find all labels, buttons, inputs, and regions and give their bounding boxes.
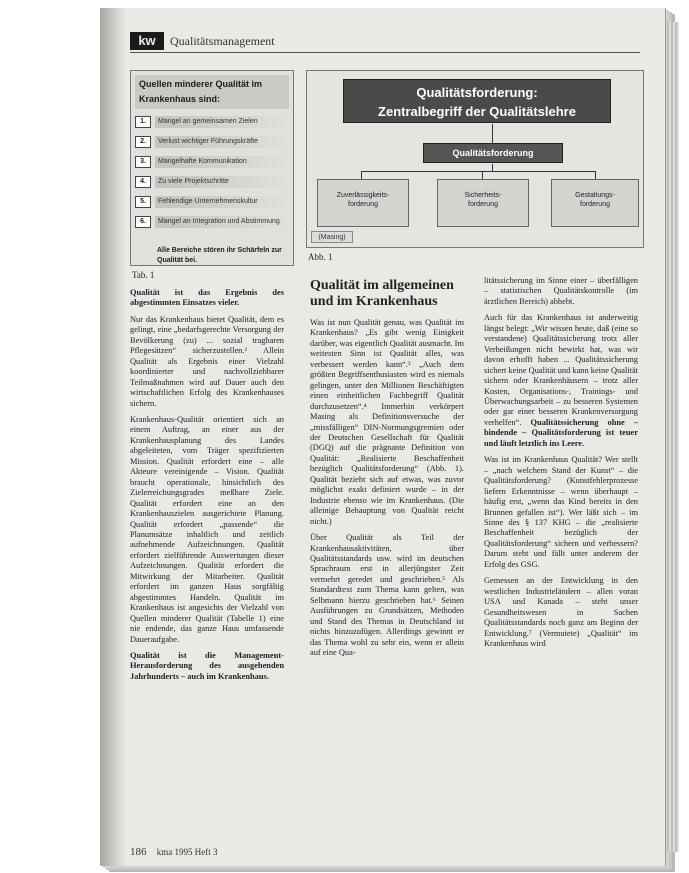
- paragraph: litätssicherung im Sinne einer – überfälligen – statistischen Qualitätskontrolle (im ärztlichen Bereich) abhebt.: [484, 276, 638, 306]
- card-line2: forderung: [580, 201, 610, 208]
- text-column-2: [310, 278, 464, 665]
- emphasis-paragraph: Qualität ist die Management-Herausforderung des ausgehenden Jahrhunderts – auch im Krankenhaus.: [130, 650, 284, 681]
- diagram-caption: Abb. 1: [308, 252, 333, 262]
- card-line1: Zuverlässigkeits-: [336, 192, 390, 199]
- item-text: Mangel an Integration und Abstimmung: [155, 216, 289, 228]
- paragraph: Über Qualität als Teil der Krankenhausaktivitäten, über Qualitätsstandards usw. wird im deutschen Sprachraum erst in allerjüngster Zeit vermehrt geredet und geschrieben.⁵ Als Standardtext zum Thema kann gelten, was Selbmann hierzu geschrieben hat.⁶ Seinen Ausführungen zu Grundsätzen, Methoden und Stand des Themas in Deutschland ist nichts hinzuzufügen. Allerdings gewinnt er das Thema wohl zu sehr ein, wenn er allein auf eine Qua-: [310, 533, 464, 658]
- item-text: Mangel an gemeinsamen Zielen: [155, 116, 289, 128]
- list-item: [135, 175, 289, 192]
- paragraph-text: Auch für das Krankenhaus ist anderweitig längst belegt: „Wir wissen heute, daß (eine so verstandene) Qualitätssicherung trotz aller Verheißungen nicht bewirkt hat, was wir davon erhofft haben ... Qualitätssicherung sichert keine Qualität und kann keine Qualität sichern oder Krankenhäusern – trotz aller Kosten, Organisations-, Trainings- und Überwachungsarbeit – zu besseren Systemen oder gar einer besseren Krankenversorgung verhelfen“.: [484, 313, 638, 427]
- paragraph: Was ist nun Qualität genau, was Qualität im Krankenhaus? „Es gibt wenig Einigkeit darüber, was eigentlich Qualität ausmacht. Im weitesten Sinn ist Qualität alles, was verbessert werden kann“.³ „Auch dem größten Begriffsenthusiasten wird es niemals gelingen, unter den Millionen Beschäftigten einen einheitlichen Fachbegriff Qualität durchzusetzen“.⁴ Immerhin verkörpert Masing als Definitionsversuche der „missfälligen“ DIN-Normungsgremien oder der Deutschen Gesellschaft für Qualität (DGQ) auf die prägnante Definition von Qualität: „Realisierte Beschaffenheit bezüglich Qualitätsforderung“ (Abb. 1). Qualität bezieht sich auf etwas, was zuvor möglichst exakt definiert wurde – in der Industrie ebenso wie im Krankenhaus. (Die alleinige Behauptung von Qualität reicht nicht.): [310, 318, 464, 526]
- diagram-card: [317, 179, 409, 227]
- table-quality-sources: [130, 70, 294, 266]
- binding-shadow: [100, 8, 126, 866]
- book-page: [100, 8, 666, 866]
- running-header: [130, 32, 640, 52]
- connector-line: [595, 171, 596, 179]
- item-text: Mangelhafte Kommunikation: [155, 156, 289, 168]
- list-item: [135, 195, 289, 212]
- connector-line: [482, 171, 483, 179]
- paragraph: Was ist im Krankenhaus Qualität? Wer stellt – „nach welchem Stand der Kunst“ – die Qualitätsforderung? (Kunstfehlerprozesse liefern Erkenntnisse – wenn überhaupt – häufig erst, „wenn das Kind bereits in den Brunnen gefallen ist“). Wer läßt sich – im Sinne des § 137 KHG – die „realisierte Beschaffenheit bezüglich der Qualitätsforderung“ sichern und verbessern? Darum steht und fällt unter anderem der Erfolg des GSG.: [484, 455, 638, 569]
- card-line2: forderung: [348, 201, 378, 208]
- item-number: 5.: [135, 196, 151, 208]
- diagram-title: [343, 79, 611, 123]
- diagram-card: [437, 179, 529, 227]
- paragraph: [484, 313, 638, 449]
- item-number: 3.: [135, 156, 151, 168]
- diagram-card: [551, 179, 639, 227]
- card-line2: forderung: [468, 201, 498, 208]
- item-number: 2.: [135, 136, 151, 148]
- item-number: 4.: [135, 176, 151, 188]
- connector-line: [492, 124, 493, 143]
- card-line1: Gestaltungs-: [575, 192, 615, 199]
- item-number: 6.: [135, 216, 151, 228]
- header-rule: [130, 52, 640, 53]
- list-item: [135, 115, 289, 132]
- section-title: Qualitätsmanagement: [170, 34, 275, 48]
- item-text: Verlust wichtiger Führungskräfte: [155, 136, 289, 148]
- diagram-subtitle: Qualitätsforderung: [423, 143, 563, 163]
- list-item: [135, 135, 289, 152]
- journal-logo: kw: [130, 32, 164, 50]
- table-caption: Tab. 1: [132, 270, 155, 280]
- text-column-3: [484, 276, 638, 655]
- diagram-title-line1: Qualitätsforderung:: [416, 85, 538, 100]
- article-heading: Qualität im allgemeinen und im Krankenhaus: [310, 278, 454, 309]
- diagram-title-line2: Zentralbegriff der Qualitätslehre: [378, 104, 576, 119]
- paragraph: Gemessen an der Entwicklung in den westlichen Industrieländern – allen voran USA und Kanada – steht unser Gesundheitswesen in Sachen Qualitätsstandards noch ganz am Beginn der Entwicklung.⁷ (Vermutete) „Qualität“ im Krankenhaus wird: [484, 576, 638, 648]
- page-stack-edge: [667, 22, 679, 852]
- page-number: 186: [130, 846, 147, 858]
- text-column-1: [130, 288, 284, 688]
- list-item: [135, 155, 289, 172]
- card-line1: Sicherheits-: [464, 192, 502, 199]
- item-text: Zu viele Projektschritte: [155, 176, 289, 188]
- emphasis-text: Qualitätssicherung ohne – bindende – Qualitätsforderung ist teuer und läuft letztlich ins Leere.: [484, 417, 638, 448]
- connector-line: [492, 164, 493, 171]
- item-number: 1.: [135, 116, 151, 128]
- page-footer: [130, 846, 218, 858]
- table-footer: Alle Bereiche stören ihr Schärfeln zur Qualität bei.: [157, 247, 282, 264]
- journal-reference: kma 1995 Heft 3: [156, 847, 218, 857]
- paragraph: Krankenhaus-Qualität orientiert sich an einem Auftrag, an einer aus der Krankenhausplanung des Landes abgeleiteten, vom Träger spezifizierten Mission. Qualität erfordert eine – alle Akteure vereinigende – Vision. Qualität braucht operationale, hinsichtlich des Zielerreichungsgrades meßbare Ziele. Qualität erfordert eine an den Krankenhauszielen ausgerichtete Planung. Qualität erfordert „passende“ die Planumsätze inhaltlich und zeitlich aufnehmende Aufzeichnungen. Qualität erfordert zielführende Auswertungen dieser Aufzeichnungen. Qualität erfordert die Mitwirkung der Mitarbeiter. Qualität erfordert im ganzen Haus sorgfältig abgestimmtes Handeln. Qualität im Krankenhaus ist angesichts der Vielzahl von Quellen minderer Qualität (Tabelle 1) eine nie endende, das ganze Haus umfassende Daueraufgabe.: [130, 414, 284, 644]
- table-items: [135, 115, 289, 241]
- connector-line: [361, 171, 595, 172]
- table-title: Quellen minderer Qualität im Krankenhaus sind:: [135, 75, 289, 109]
- item-text: Fehlendige Unternehmenskultur: [155, 196, 289, 208]
- list-item: [135, 215, 289, 241]
- paragraph: Nur das Krankenhaus bietet Qualität, dem es gelingt, eine „bedarfsgerechte Versorgung der Bevölkerung (zu) ... sozial tragbaren Pflegesätzen“ sicherzustellen.² Allein Qualität als Ergebnis einer Vielzahl koordinierter und nachvollziehbarer Teilmaßnahmen wird auf Dauer auch den wirtschaftlichen Erfolg des Krankenhauses sichern.: [130, 314, 284, 408]
- lead-paragraph: Qualität ist das Ergebnis des abgestimmten Einsatzes vieler.: [130, 288, 284, 308]
- diagram-quality-requirement: [306, 70, 644, 248]
- diagram-source: (Masing): [311, 231, 353, 243]
- connector-line: [361, 171, 362, 179]
